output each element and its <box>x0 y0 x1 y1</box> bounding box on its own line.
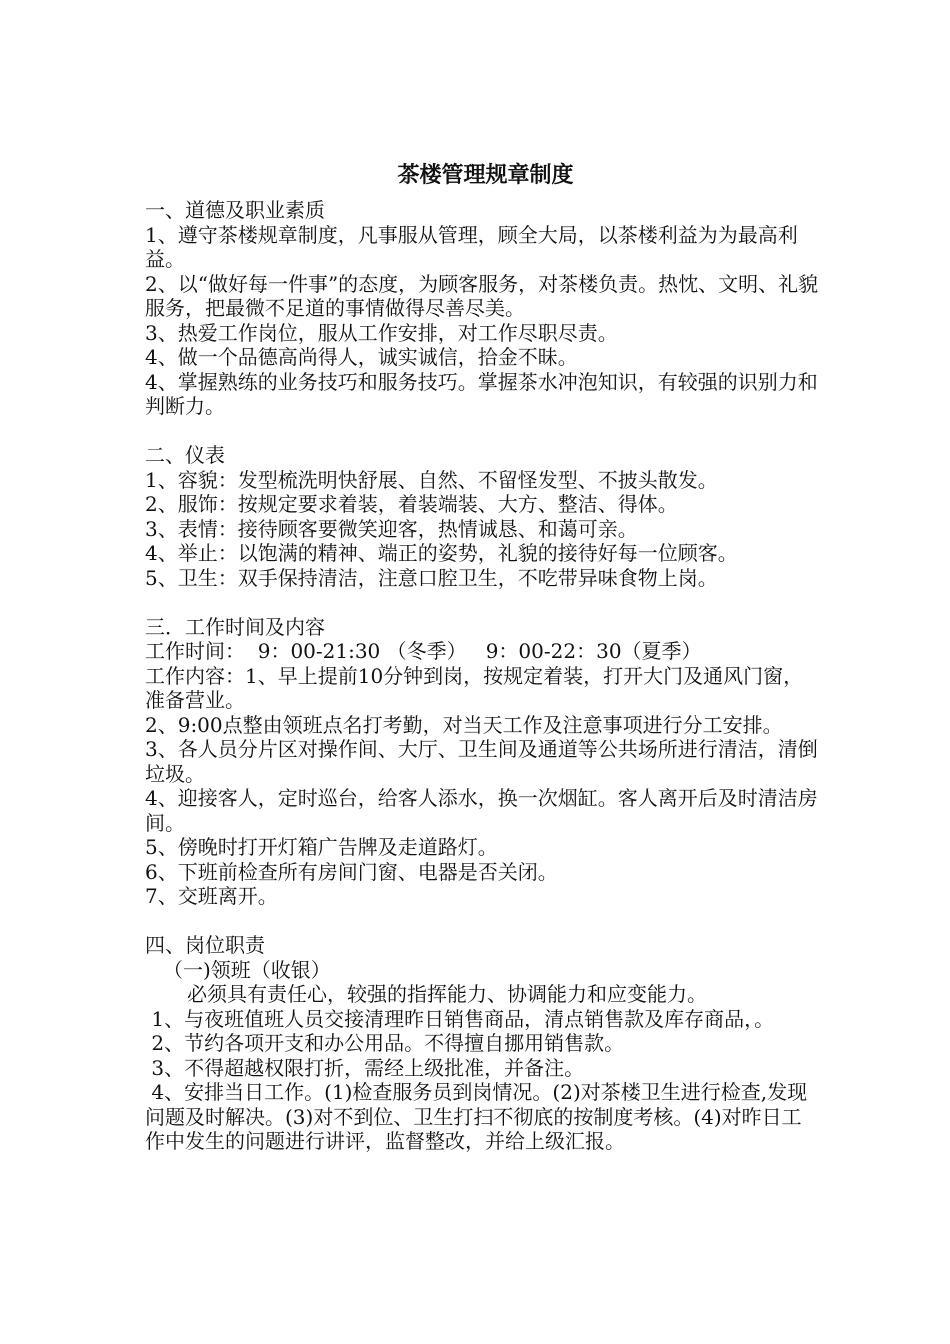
section-heading-appearance: 二、仪表 <box>145 443 225 467</box>
appearance-item-4: 4、举止：以饱满的精神、端正的姿势，礼貌的接待好每一位顾客。 <box>145 541 738 565</box>
ethics-item-2: 2、以“做好每一件事”的态度，为顾客服务，对茶楼负责。热忱、文明、礼貌服务，把最微不足道的事情做得尽善尽美。 <box>145 271 819 320</box>
page-title: 茶楼管理规章制度 <box>397 162 574 188</box>
spacer <box>145 909 820 934</box>
duties-item-1: 1、与夜班值班人员交接清理昨日销售商品，清点销售款及库存商品，。 <box>145 1006 775 1031</box>
section-heading-duties: 四、岗位职责 <box>145 933 265 957</box>
ethics-item-3: 3、热爱工作岗位，服从工作安排，对工作尽职尽责。 <box>145 320 618 345</box>
ethics-item-1: 1、遵守茶楼规章制度，凡事服从管理，顾全大局，以茶楼利益为为最高利益。 <box>145 222 798 271</box>
spacer <box>145 419 820 444</box>
duties-item-2: 2、节约各项开支和办公用品。不得擅自挪用销售款。 <box>145 1031 625 1055</box>
duties-subheading-supervisor: （一)领班（收银） <box>163 957 331 982</box>
ethics-item-4: 4、做一个品德高尚得人，诚实诚信，拾金不昧。 <box>145 345 578 369</box>
section-heading-ethics: 一、道德及职业素质 <box>145 198 325 222</box>
work-item-5: 5、傍晚时打开灯箱广告牌及走道路灯。 <box>145 835 498 859</box>
work-item-7: 7、交班离开。 <box>145 884 278 908</box>
work-item-3: 3、各人员分片区对操作间、大厅、卫生间及通道等公共场所进行清洁，清倒垃圾。 <box>145 737 818 786</box>
duties-item-4: 4、安排当日工作。(1)检查服务员到岗情况。(2)对茶楼卫生进行检查,发现问题及时解决。(3)对不到位、卫生打扫不彻底的按制度考核。(4)对昨日工作中发生的问题进行讲评，监督整改，并给上级汇报。 <box>145 1080 808 1153</box>
spacer <box>145 590 820 615</box>
work-item-1: 工作内容：1、早上提前10分钟到岗，按规定着装，打开大门及通风门窗，准备营业。 <box>145 663 804 712</box>
work-hours: 工作时间： 9：00-21:30 （冬季） 9：00-22：30（夏季） <box>145 639 702 663</box>
appearance-item-1: 1、容貌：发型梳洗明快舒展、自然、不留怪发型、不披头散发。 <box>145 467 718 492</box>
ethics-item-5: 4、掌握熟练的业务技巧和服务技巧。掌握茶水冲泡知识，有较强的识别力和判断力。 <box>145 369 818 418</box>
document-body <box>145 158 820 1154</box>
duties-intro: 必须具有责任心，较强的指挥能力、协调能力和应变能力。 <box>187 982 707 1006</box>
appearance-item-3: 3、表情：接待顾客要微笑迎客，热情诚恳、和蔼可亲。 <box>145 516 638 541</box>
work-item-4: 4、迎接客人，定时巡台，给客人添水，换一次烟缸。客人离开后及时清洁房间。 <box>145 786 818 835</box>
work-item-2: 2、9:00点整由领班点名打考勤，对当天工作及注意事项进行分工安排。 <box>145 712 783 737</box>
duties-item-3: 3、不得超越权限打折，需经上级批准，并备注。 <box>145 1055 585 1080</box>
section-heading-worktime: 三．工作时间及内容 <box>145 614 325 639</box>
appearance-item-2: 2、服饰：按规定要求着装，着装端装、大方、整洁、得体。 <box>145 492 678 516</box>
appearance-item-5: 5、卫生：双手保持清洁，注意口腔卫生，不吃带异味食物上岗。 <box>145 565 718 590</box>
work-item-6: 6、下班前检查所有房间门窗、电器是否关闭。 <box>145 859 558 884</box>
